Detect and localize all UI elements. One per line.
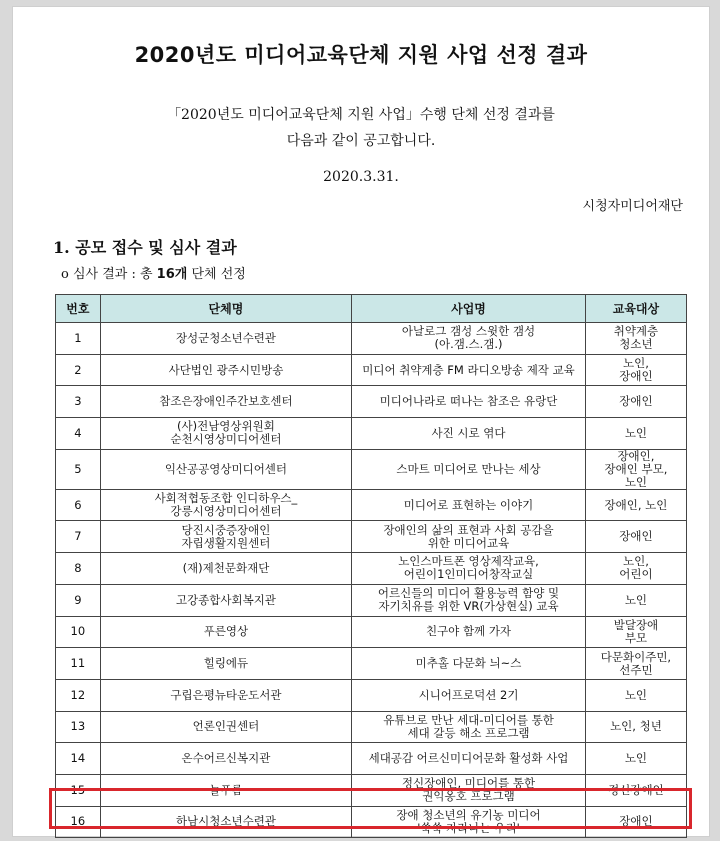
row-number: 9 — [56, 584, 101, 616]
summary-count: 16개 — [156, 267, 188, 282]
row-target: 노인 — [585, 584, 686, 616]
row-number: 1 — [56, 323, 101, 355]
row-project-name: 친구야 함께 가자 — [352, 616, 586, 648]
row-org-name: 푸른영상 — [100, 616, 351, 648]
table-row — [56, 354, 687, 386]
row-project-name: 미디어로 표현하는 이야기 — [352, 489, 586, 521]
row-number: 3 — [56, 386, 101, 418]
row-org-name: 장성군청소년수련관 — [100, 323, 351, 355]
table-row — [56, 648, 687, 680]
table-row — [56, 323, 687, 355]
row-number: 2 — [56, 354, 101, 386]
table-row — [56, 418, 687, 450]
row-project-name: 유튜브로 만난 세대-미디어를 통한 세대 갈등 해소 프로그램 — [352, 711, 586, 743]
table-row — [56, 521, 687, 553]
row-number: 8 — [56, 553, 101, 585]
row-org-name: 참조은장애인주간보호센터 — [100, 386, 351, 418]
row-project-name: 사진 시로 엮다 — [352, 418, 586, 450]
row-target: 장애인 — [585, 386, 686, 418]
document-title: 2020년도 미디어교육단체 지원 사업 선정 결과 — [134, 43, 588, 67]
row-target: 노인, 어린이 — [585, 553, 686, 585]
row-number: 12 — [56, 679, 101, 711]
row-target: 다문화이주민, 선주민 — [585, 648, 686, 680]
section-heading: 1. 공모 접수 및 심사 결과 — [53, 238, 237, 257]
row-number: 15 — [56, 774, 101, 806]
row-target: 노인 — [585, 743, 686, 775]
row-target: 발달장애 부모 — [585, 616, 686, 648]
row-number: 16 — [56, 806, 101, 838]
row-number: 5 — [56, 449, 101, 489]
row-org-name: 익산공공영상미디어센터 — [100, 449, 351, 489]
header-project-name: 사업명 — [352, 295, 586, 323]
row-org-name: 언론인권센터 — [100, 711, 351, 743]
row-project-name: 장애 청소년의 유기농 미디어 '쑥쑥 자라나는 우리' — [352, 806, 586, 838]
row-number: 6 — [56, 489, 101, 521]
document-page — [12, 6, 710, 837]
table-row — [56, 553, 687, 585]
row-number: 14 — [56, 743, 101, 775]
row-number: 13 — [56, 711, 101, 743]
row-org-name: (재)제천문화재단 — [100, 553, 351, 585]
row-project-name: 미추홀 다문화 늬~스 — [352, 648, 586, 680]
row-project-name: 정신장애인, 미디어를 통한 권익옹호 프로그램 — [352, 774, 586, 806]
row-org-name: 당진시중증장애인 자립생활지원센터 — [100, 521, 351, 553]
row-target: 노인 — [585, 679, 686, 711]
table-row — [56, 489, 687, 521]
row-target: 노인, 장애인 — [585, 354, 686, 386]
row-number: 7 — [56, 521, 101, 553]
table-row — [56, 711, 687, 743]
table-row — [56, 743, 687, 775]
table-row — [56, 449, 687, 489]
row-number: 10 — [56, 616, 101, 648]
row-target: 장애인 — [585, 806, 686, 838]
row-target: 정신장애인 — [585, 774, 686, 806]
row-target: 노인, 청년 — [585, 711, 686, 743]
review-summary — [61, 263, 246, 282]
table-row — [56, 774, 687, 806]
row-org-name: 온수어르신복지관 — [100, 743, 351, 775]
summary-suffix: 단체 선정 — [187, 267, 246, 282]
table-row — [56, 616, 687, 648]
row-project-name: 장애인의 삶의 표현과 사회 공감을 위한 미디어교육 — [352, 521, 586, 553]
row-org-name: 사단법인 광주시민방송 — [100, 354, 351, 386]
row-project-name: 미디어나라로 떠나는 참조은 유랑단 — [352, 386, 586, 418]
row-org-name: 하남시청소년수련관 — [100, 806, 351, 838]
intro-line-1: 「2020년도 미디어교육단체 지원 사업」수행 단체 선정 결과를 — [167, 107, 555, 123]
header-target: 교육대상 — [585, 295, 686, 323]
header-org-name: 단체명 — [100, 295, 351, 323]
row-project-name: 세대공감 어르신미디어문화 활성화 사업 — [352, 743, 586, 775]
row-project-name: 스마트 미디어로 만나는 세상 — [352, 449, 586, 489]
row-target: 장애인 — [585, 521, 686, 553]
row-org-name: 구립은평뉴타운도서관 — [100, 679, 351, 711]
table-row — [56, 806, 687, 838]
row-target: 장애인, 노인 — [585, 489, 686, 521]
row-project-name: 어르신들의 미디어 활용능력 함양 및 자기치유를 위한 VR(가상현실) 교육 — [352, 584, 586, 616]
table-row — [56, 584, 687, 616]
row-number: 4 — [56, 418, 101, 450]
row-org-name: 사회적협동조합 인디하우스_ 강릉시영상미디어센터 — [100, 489, 351, 521]
row-project-name: 아날로그 갬성 스윗한 갬성 (아.갬.스.갬.) — [352, 323, 586, 355]
row-project-name: 미디어 취약계층 FM 라디오방송 제작 교육 — [352, 354, 586, 386]
row-org-name: (사)전남영상위원회 순천시영상미디어센터 — [100, 418, 351, 450]
table-row — [56, 679, 687, 711]
row-org-name: 힐링에듀 — [100, 648, 351, 680]
row-target: 노인 — [585, 418, 686, 450]
selection-table — [55, 294, 687, 838]
header-number: 번호 — [56, 295, 101, 323]
table-body — [56, 323, 687, 838]
summary-prefix: o 심사 결과 : 총 — [61, 267, 157, 282]
organization-name: 시청자미디어재단 — [582, 199, 683, 214]
intro-text — [13, 102, 709, 154]
table-header-row — [56, 295, 687, 323]
row-target: 취약계층 청소년 — [585, 323, 686, 355]
intro-line-2: 다음과 같이 공고합니다. — [286, 133, 436, 149]
row-number: 11 — [56, 648, 101, 680]
row-project-name: 노인스마트폰 영상제작교육, 어린이1인미디어창작교실 — [352, 553, 586, 585]
row-project-name: 시니어프로덕션 2기 — [352, 679, 586, 711]
announcement-date: 2020.3.31. — [323, 169, 399, 185]
row-org-name: 늘푸름 — [100, 774, 351, 806]
row-target: 장애인, 장애인 부모, 노인 — [585, 449, 686, 489]
table-row — [56, 386, 687, 418]
row-org-name: 고강종합사회복지관 — [100, 584, 351, 616]
